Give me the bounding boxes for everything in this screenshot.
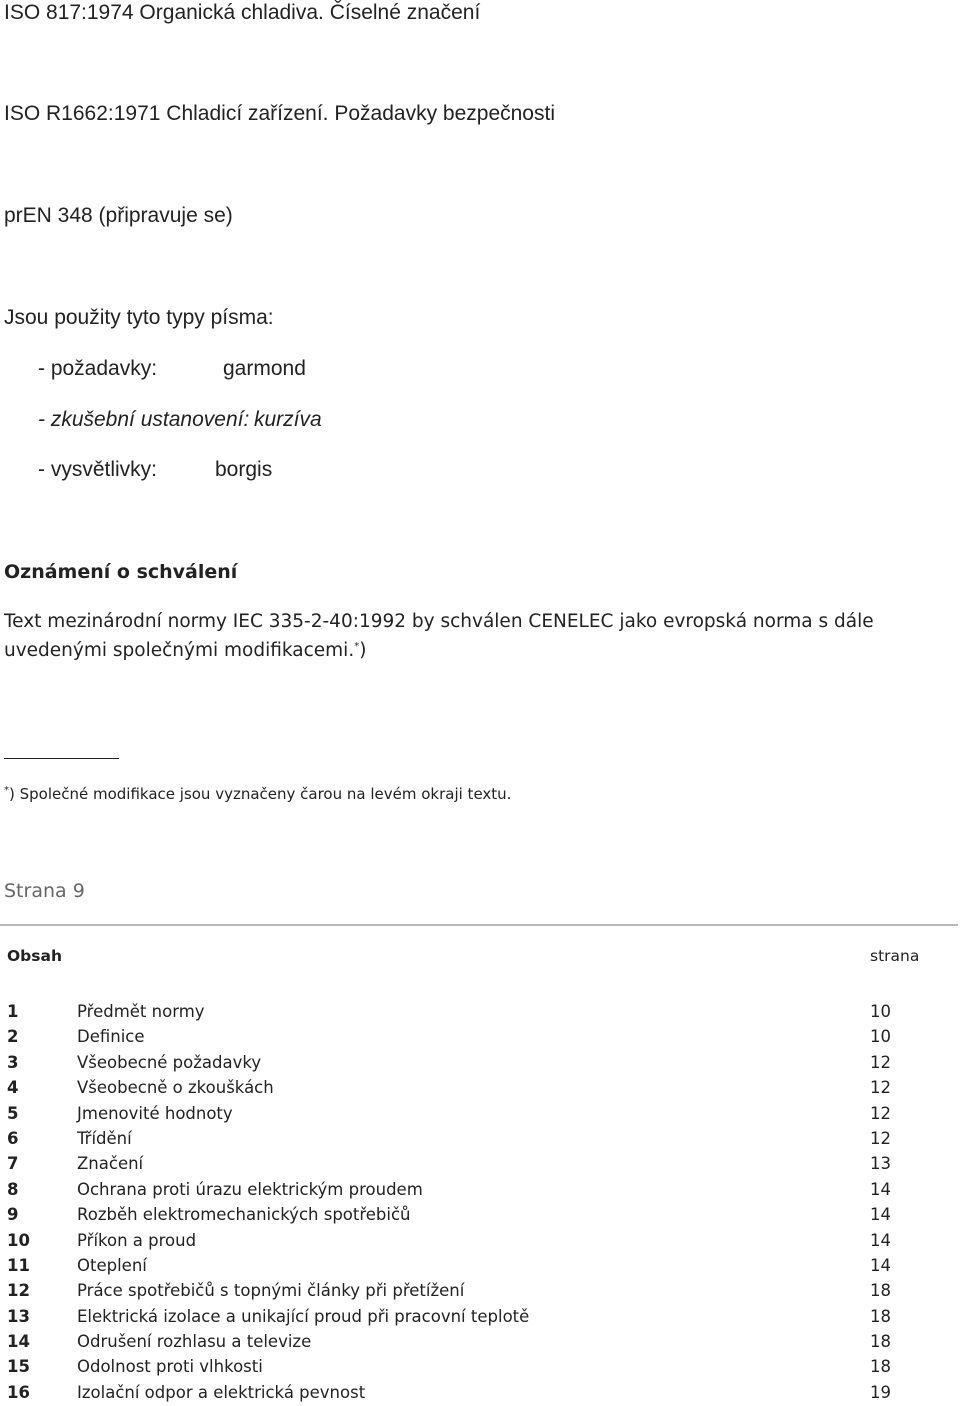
- toc-entry-title: Odrušení rozhlasu a televize: [77, 1332, 312, 1352]
- toc-entry-page: 14: [870, 1205, 891, 1225]
- footnote: [4, 783, 511, 805]
- reference-iso-r1662: ISO R1662:1971 Chladicí zařízení. Požadavky bezpečnosti: [4, 102, 555, 125]
- toc-entry-number: 15: [7, 1357, 30, 1377]
- toc-entry-page: 18: [870, 1306, 891, 1326]
- toc-row: [0, 1380, 960, 1405]
- toc-entry-number: 16: [7, 1382, 30, 1402]
- toc-row: [0, 1278, 960, 1303]
- toc-title: Obsah: [7, 947, 62, 965]
- toc-entry-page: 13: [870, 1154, 891, 1174]
- toc-entry-number: 2: [7, 1027, 19, 1047]
- toc-entry-number: 7: [7, 1154, 19, 1174]
- toc-entry-title: Všeobecné požadavky: [77, 1052, 262, 1072]
- footnote-mark: *: [4, 785, 9, 796]
- toc-entry-page: 14: [870, 1255, 891, 1275]
- toc-entry-title: Definice: [77, 1027, 145, 1047]
- toc-entry-page: 18: [870, 1332, 891, 1352]
- toc-entry-page: 12: [870, 1128, 891, 1148]
- toc-row: [0, 1329, 960, 1354]
- toc-row: [0, 1050, 960, 1075]
- toc-entry-page: 18: [870, 1281, 891, 1301]
- toc-entry-title: Předmět normy: [77, 1002, 205, 1021]
- toc-entry-number: 6: [7, 1128, 19, 1148]
- toc-row: [0, 1101, 960, 1126]
- toc-entry-page: 10: [870, 1027, 891, 1047]
- toc-entry-page: 12: [870, 1052, 891, 1072]
- page-separator: [0, 924, 958, 926]
- toc-entry-title: Jmenovité hodnoty: [77, 1103, 233, 1123]
- fonts-intro: Jsou použity tyto typy písma:: [4, 306, 274, 329]
- toc-entry-number: 1: [7, 1002, 19, 1021]
- page-label: Strana 9: [4, 880, 85, 902]
- toc-row: [0, 1202, 960, 1227]
- font-item-value: garmond: [223, 357, 306, 380]
- reference-pren-348: prEN 348 (připravuje se): [4, 204, 233, 227]
- footnote-reference: *: [354, 640, 360, 652]
- toc-entry-title: Ochrana proti úrazu elektrickým proudem: [77, 1179, 423, 1199]
- reference-iso-817: ISO 817:1974 Organická chladiva. Číselné značení: [4, 1, 481, 24]
- approval-text-body: Text mezinárodní normy IEC 335-2-40:1992 by schválen CENELEC jako evropská norma s dále uvedenými společnými modifikacemi.: [4, 611, 874, 661]
- toc-entry-title: Práce spotřebičů s topnými články při přetížení: [77, 1281, 465, 1301]
- toc-row: [0, 1304, 960, 1329]
- toc-row: [0, 1228, 960, 1253]
- approval-heading: Oznámení o schválení: [4, 561, 238, 583]
- toc-row: [0, 1354, 960, 1379]
- toc-entry-number: 11: [7, 1255, 30, 1275]
- toc-entry-page: 19: [870, 1382, 891, 1402]
- toc-entry-page: 14: [870, 1179, 891, 1199]
- toc-row: [0, 1151, 960, 1176]
- toc-entry-page: 12: [870, 1103, 891, 1123]
- footnote-text: ) Společné modifikace jsou vyznačeny čarou na levém okraji textu.: [9, 785, 512, 803]
- toc-entry-title: Příkon a proud: [77, 1230, 197, 1250]
- toc-entry-number: 14: [7, 1332, 30, 1352]
- toc-entry-number: 3: [7, 1052, 19, 1072]
- toc-entry-page: 10: [870, 1002, 891, 1021]
- toc-row: [0, 1075, 960, 1100]
- toc-entry-number: 10: [7, 1230, 30, 1250]
- toc-entry-title: Všeobecně o zkouškách: [77, 1078, 274, 1098]
- font-item-label: - vysvětlivky:: [38, 458, 158, 481]
- approval-text: [4, 607, 904, 665]
- footnote-divider: [4, 758, 119, 759]
- footnote-reference-close: ): [359, 640, 367, 661]
- toc-page-header: strana: [870, 947, 920, 965]
- toc-entry-title: Odolnost proti vlhkosti: [77, 1357, 263, 1377]
- toc-row: [0, 1177, 960, 1202]
- toc-entry-number: 4: [7, 1078, 19, 1098]
- toc-row: [0, 1253, 960, 1278]
- toc-entry-title: Elektrická izolace a unikající proud při pracovní teplotě: [77, 1306, 530, 1326]
- toc-entry-number: 13: [7, 1306, 30, 1326]
- toc-entry-number: 9: [7, 1205, 19, 1225]
- font-item-value: kurzíva: [254, 408, 322, 431]
- toc-row: [0, 1024, 960, 1049]
- font-item-value: borgis: [215, 458, 273, 481]
- toc-entry-title: Izolační odpor a elektrická pevnost: [77, 1382, 366, 1402]
- toc-entry-number: 5: [7, 1103, 19, 1123]
- toc-row: [0, 999, 960, 1024]
- toc-entry-page: 14: [870, 1230, 891, 1250]
- toc-list: [0, 999, 960, 1405]
- toc-row: [0, 1126, 960, 1151]
- toc-entry-number: 12: [7, 1281, 30, 1301]
- toc-entry-title: Rozběh elektromechanických spotřebičů: [77, 1205, 411, 1225]
- toc-entry-page: 18: [870, 1357, 891, 1377]
- font-item-label: - zkušební ustanovení:: [38, 408, 250, 431]
- toc-entry-title: Značení: [77, 1154, 144, 1174]
- toc-entry-page: 12: [870, 1078, 891, 1098]
- font-item-label: - požadavky:: [38, 357, 158, 380]
- toc-entry-title: Třídění: [77, 1128, 132, 1148]
- toc-entry-number: 8: [7, 1179, 19, 1199]
- toc-entry-title: Oteplení: [77, 1255, 147, 1275]
